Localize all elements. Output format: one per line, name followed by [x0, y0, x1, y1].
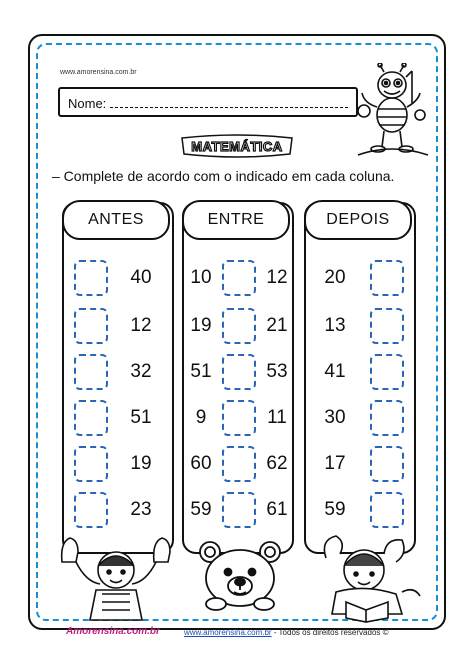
- number-value: 20: [324, 267, 346, 288]
- table-row: [64, 308, 172, 352]
- number-value: 53: [266, 361, 288, 382]
- answer-box[interactable]: [370, 354, 404, 390]
- answer-box[interactable]: [222, 308, 256, 344]
- answer-box[interactable]: [370, 492, 404, 528]
- number-value: 13: [324, 315, 346, 336]
- footer-link[interactable]: www.amorensina.com.br: [184, 628, 272, 637]
- number-value: 60: [190, 453, 212, 474]
- number-value: 10: [190, 267, 212, 288]
- answer-box[interactable]: [222, 400, 256, 436]
- answer-box[interactable]: [74, 400, 108, 436]
- name-field-box[interactable]: [58, 87, 358, 117]
- instruction-text: – Complete de acordo com o indicado em cada coluna.: [52, 168, 395, 184]
- column-antes: [62, 202, 174, 554]
- table-row: [64, 492, 172, 536]
- number-value: 62: [266, 453, 288, 474]
- number-value: 21: [266, 315, 288, 336]
- column-depois: [304, 202, 416, 554]
- footer-copyright: [184, 628, 389, 637]
- table-row: [64, 260, 172, 304]
- number-value: 19: [190, 315, 212, 336]
- answer-box[interactable]: [370, 400, 404, 436]
- site-url-top: www.amorensina.com.br: [60, 69, 137, 76]
- column-heading-entre: ENTRE: [182, 200, 290, 240]
- table-row: [64, 446, 172, 490]
- name-write-line[interactable]: [110, 107, 348, 108]
- table-row: [64, 354, 172, 398]
- title-badge: [178, 134, 296, 158]
- table-row: [64, 400, 172, 444]
- girl-reading-illustration: [306, 532, 426, 624]
- teddy-bear-illustration: [190, 538, 290, 612]
- number-value: 19: [130, 453, 152, 474]
- table-row: [306, 260, 414, 304]
- table-row: [306, 446, 414, 490]
- number-value: 32: [130, 361, 152, 382]
- answer-box[interactable]: [370, 446, 404, 482]
- number-value: 17: [324, 453, 346, 474]
- answer-box[interactable]: [74, 260, 108, 296]
- column-entre: [182, 202, 294, 554]
- answer-box[interactable]: [222, 492, 256, 528]
- table-row: [306, 308, 414, 352]
- table-row: [184, 260, 292, 304]
- table-row: [306, 354, 414, 398]
- table-row: [184, 354, 292, 398]
- table-row: [184, 446, 292, 490]
- answer-box[interactable]: [74, 354, 108, 390]
- answer-box[interactable]: [222, 446, 256, 482]
- column-heading-depois: DEPOIS: [304, 200, 412, 240]
- title-text: MATEMÁTICA: [191, 139, 283, 154]
- bee-mascot-illustration: [354, 63, 432, 163]
- number-value: 23: [130, 499, 152, 520]
- number-value: 51: [130, 407, 152, 428]
- table-row: [306, 492, 414, 536]
- answer-box[interactable]: [370, 260, 404, 296]
- table-row: [184, 308, 292, 352]
- answer-box[interactable]: [74, 446, 108, 482]
- table-row: [306, 400, 414, 444]
- number-value: 59: [190, 499, 212, 520]
- column-heading-antes: ANTES: [62, 200, 170, 240]
- answer-box[interactable]: [222, 260, 256, 296]
- table-row: [184, 400, 292, 444]
- number-value: 41: [324, 361, 346, 382]
- answer-box[interactable]: [74, 492, 108, 528]
- number-value: 11: [267, 407, 287, 428]
- answer-box[interactable]: [74, 308, 108, 344]
- number-value: 40: [130, 267, 152, 288]
- number-value: 59: [324, 499, 346, 520]
- answer-box[interactable]: [222, 354, 256, 390]
- footer-rights-text: - Todos os direitos reservados ©: [271, 628, 389, 637]
- number-value: 12: [130, 315, 152, 336]
- number-value: 9: [195, 407, 207, 428]
- child-holding-column-illustration: [56, 532, 176, 622]
- table-row: [184, 492, 292, 536]
- number-value: 51: [190, 361, 212, 382]
- name-label: Nome:: [68, 96, 107, 111]
- number-value: 61: [266, 499, 288, 520]
- number-value: 30: [324, 407, 346, 428]
- answer-box[interactable]: [370, 308, 404, 344]
- number-value: 12: [266, 267, 288, 288]
- amorensina-logo-text: Amorensina.com.br: [66, 626, 160, 637]
